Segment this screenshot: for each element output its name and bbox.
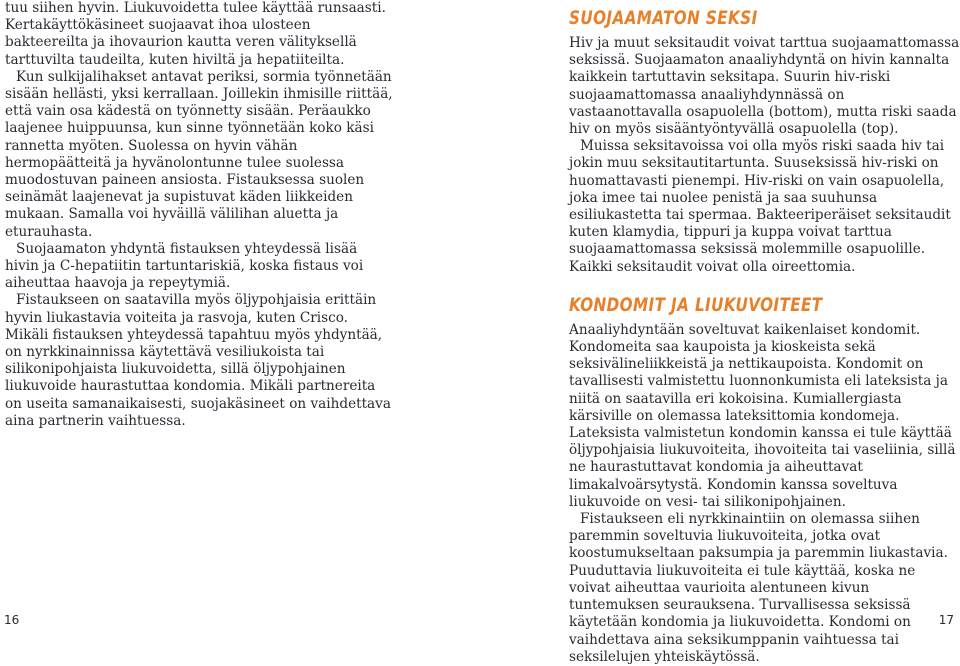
page-number-right: 17 <box>938 613 954 627</box>
section-heading-suojaamaton-seksi: SUOJAAMATON SEKSI <box>569 7 758 29</box>
right-paragraph-2: Muissa seksitavoissa voi olla myös riski saada hiv tai jokin muu seksitautitartunta. Suuseksissä hiv-riski on huomattavasti pienempi. Hiv-riski on vain osapuolella, joka imee tai nuolee penistä ja saa suuhunsa esiliukastetta tai spermaa. Bakteeriperäiset seksitaudit kuten klamydia, tippuri ja kuppa voivat tarttua suojaamattomassa seksissä molemmille osapuolille. Kaikki seksitaudit voivat olla oireettomia. <box>569 138 951 275</box>
left-paragraph-1: tuu siihen hyvin. Liukuvoidetta tulee käyttää runsaasti. Kertakäyttökäsineet suojaavat ihoa ulosteen bakteereilta ja ihovaurion kautta veren välityksellä tarttuvilta taudeilta, kuten hiviltä ja hepatiiteilta. <box>5 0 386 68</box>
right-text-column <box>569 7 960 666</box>
right-page <box>480 0 960 665</box>
left-text-column <box>5 0 393 430</box>
left-paragraph-2: Kun sulkijalihakset antavat periksi, sormia työnnetään sisään hellästi, yksi kerrallaan. Joillekin ihmisille riittää, että vain osa kädestä on työnnetty sisään. Peräaukko laajenee huippuunsa, kun sinne työnnetään koko käsi rannetta myöten. Suolessa on hyvin vähän hermopäätteitä ja hyvänolontunne tulee suolessa muodostuvan paineen ansiosta. Fistauksessa suolen seinämät laajenevat ja supistuvat käden liikkeiden mukaan. Samalla voi hyväillä välilihan aluetta ja eturauhasta. <box>5 68 393 240</box>
left-page <box>0 0 480 631</box>
left-paragraph-3: Suojaamaton yhdyntä fistauksen yhteydessä lisää hivin ja C-hepatiitin tartuntariskiä, koska fistaus voi aiheuttaa haavoja ja repeytymiä. <box>5 240 364 292</box>
right-paragraph-3: Anaaliyhdyntään soveltuvat kaikenlaiset kondomit. Kondomeita saa kaupoista ja kioskeista sekä seksivälineliikkeistä ja nettikaupoista. Kondomit on tavallisesti valmistettu luonnonkumista eli lateksista ja niitä on saatavilla eri kokoisina. Kumiallergiasta kärsiville on olemassa lateksittomia kondomeja. Lateksista valmistetun kondomin kanssa ei tule käyttää öljypohjaisia liukuvoiteita, ihovoiteita tai vaseliinia, sillä ne haurastuttavat kondomia ja aiheuttavat limakalvoärsytystä. Kondomin kanssa soveltuva liukuvoide on vesi- tai silikonipohjainen. <box>569 321 956 510</box>
right-paragraph-1: Hiv ja muut seksitaudit voivat tarttua suojaamattomassa seksissä. Suojaamaton anaaliyhdyntä on hivin kannalta kaikkein tartuttavin seksitapa. Suurin hiv-riski suojaamattomassa anaaliyhdynnässä on vastaanottavalla osapuolella (bottom), mutta riski saada hiv on myös sisääntyöntyvällä osapuolella (top). <box>569 35 960 138</box>
right-paragraph-4: Fistaukseen eli nyrkkinaintiin on olemassa siihen paremmin soveltuvia liukuvoiteita, jotka ovat koostumukseltaan paksumpia ja paremmin liukastavia. Puuduttavia liukuvoiteita ei tule käyttää, koska ne voivat aiheuttaa vaurioita alentuneen kivun tuntemuksen seurauksena. Turvallisessa seksissä käytetään kondomia ja liukuvoidetta. Kondomi on vaihdettava aina seksikumppanin vaihtuessa tai seksilelujen yhteiskäytössä. <box>569 511 948 665</box>
page-number-left: 16 <box>4 613 20 627</box>
section-heading-kondomit-ja-liukuvoiteet: KONDOMIT JA LIUKUVOITEET <box>569 293 823 316</box>
left-paragraph-4: Fistaukseen on saatavilla myös öljypohjaisia erittäin hyvin liukastavia voiteita ja rasvoja, kuten Crisco. Mikäli fistauksen yhteydessä tapahtuu myös yhdyntää, on nyrkkinainnissa käytettävä vesiliukoista tai silikonipohjaista liukuvoidetta, sillä öljypohjainen liukuvoide haurastuttaa kondomia. Mikäli partnereita on useita samanaikaisesti, suojakäsineet on vaihdettava aina partnerin vaihtuessa. <box>5 292 391 429</box>
